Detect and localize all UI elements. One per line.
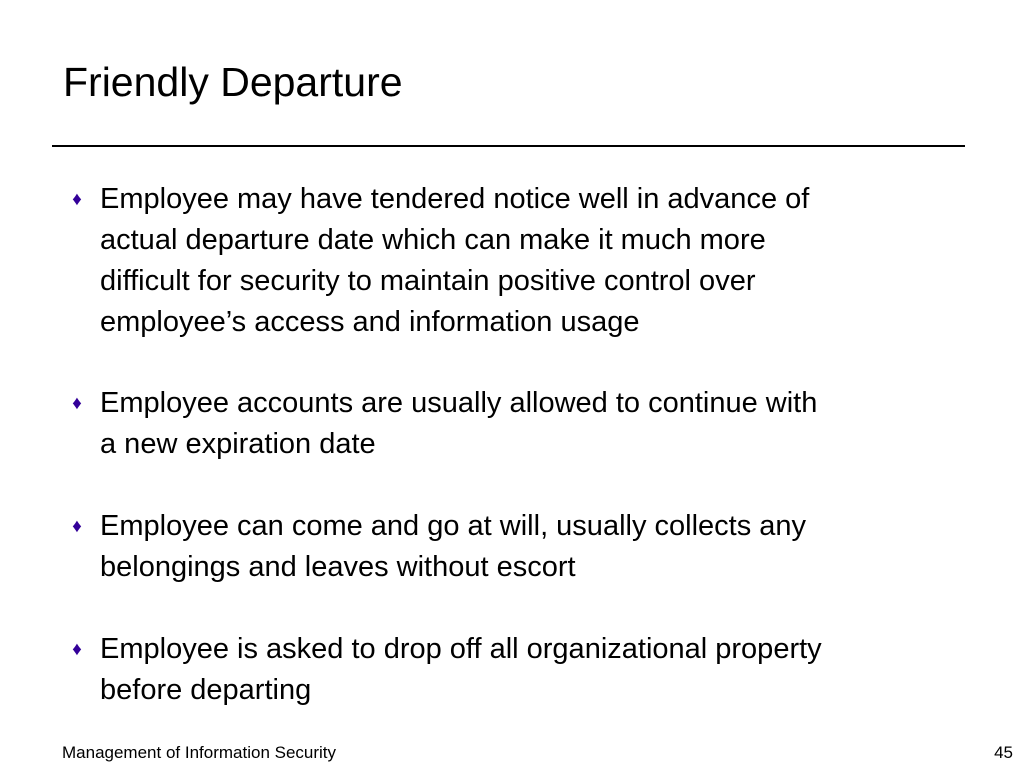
footer-course-title: Management of Information Security (62, 743, 337, 762)
bullet-text-line: employee’s access and information usage (100, 306, 640, 338)
bullet-text-line: before departing (100, 674, 312, 706)
bullet-item (72, 629, 970, 711)
bullet-text-line: a new expiration date (100, 428, 376, 460)
bullet-text-line: Employee accounts are usually allowed to continue with (100, 387, 818, 419)
bullet-text-line: Employee is asked to drop off all organizational property (100, 633, 822, 665)
bullet-text-line: belongings and leaves without escort (100, 551, 576, 583)
bullet-text-line: difficult for security to maintain positive control over (100, 265, 756, 297)
diamond-bullet-icon: ♦ (72, 516, 82, 537)
page-number: 45 (994, 743, 1013, 762)
diamond-bullet-icon: ♦ (72, 639, 82, 660)
bullet-text-line: Employee may have tendered notice well in advance of (100, 183, 810, 215)
slide-title: Friendly Departure (63, 59, 403, 105)
title-divider (52, 145, 965, 147)
bullet-item (72, 506, 970, 588)
bullet-item (72, 179, 970, 343)
diamond-bullet-icon: ♦ (72, 189, 82, 210)
bullet-text-line: Employee can come and go at will, usually collects any (100, 510, 807, 542)
bullet-text-line: actual departure date which can make it much more (100, 224, 766, 256)
bullet-item (72, 383, 970, 465)
diamond-bullet-icon: ♦ (72, 393, 82, 414)
